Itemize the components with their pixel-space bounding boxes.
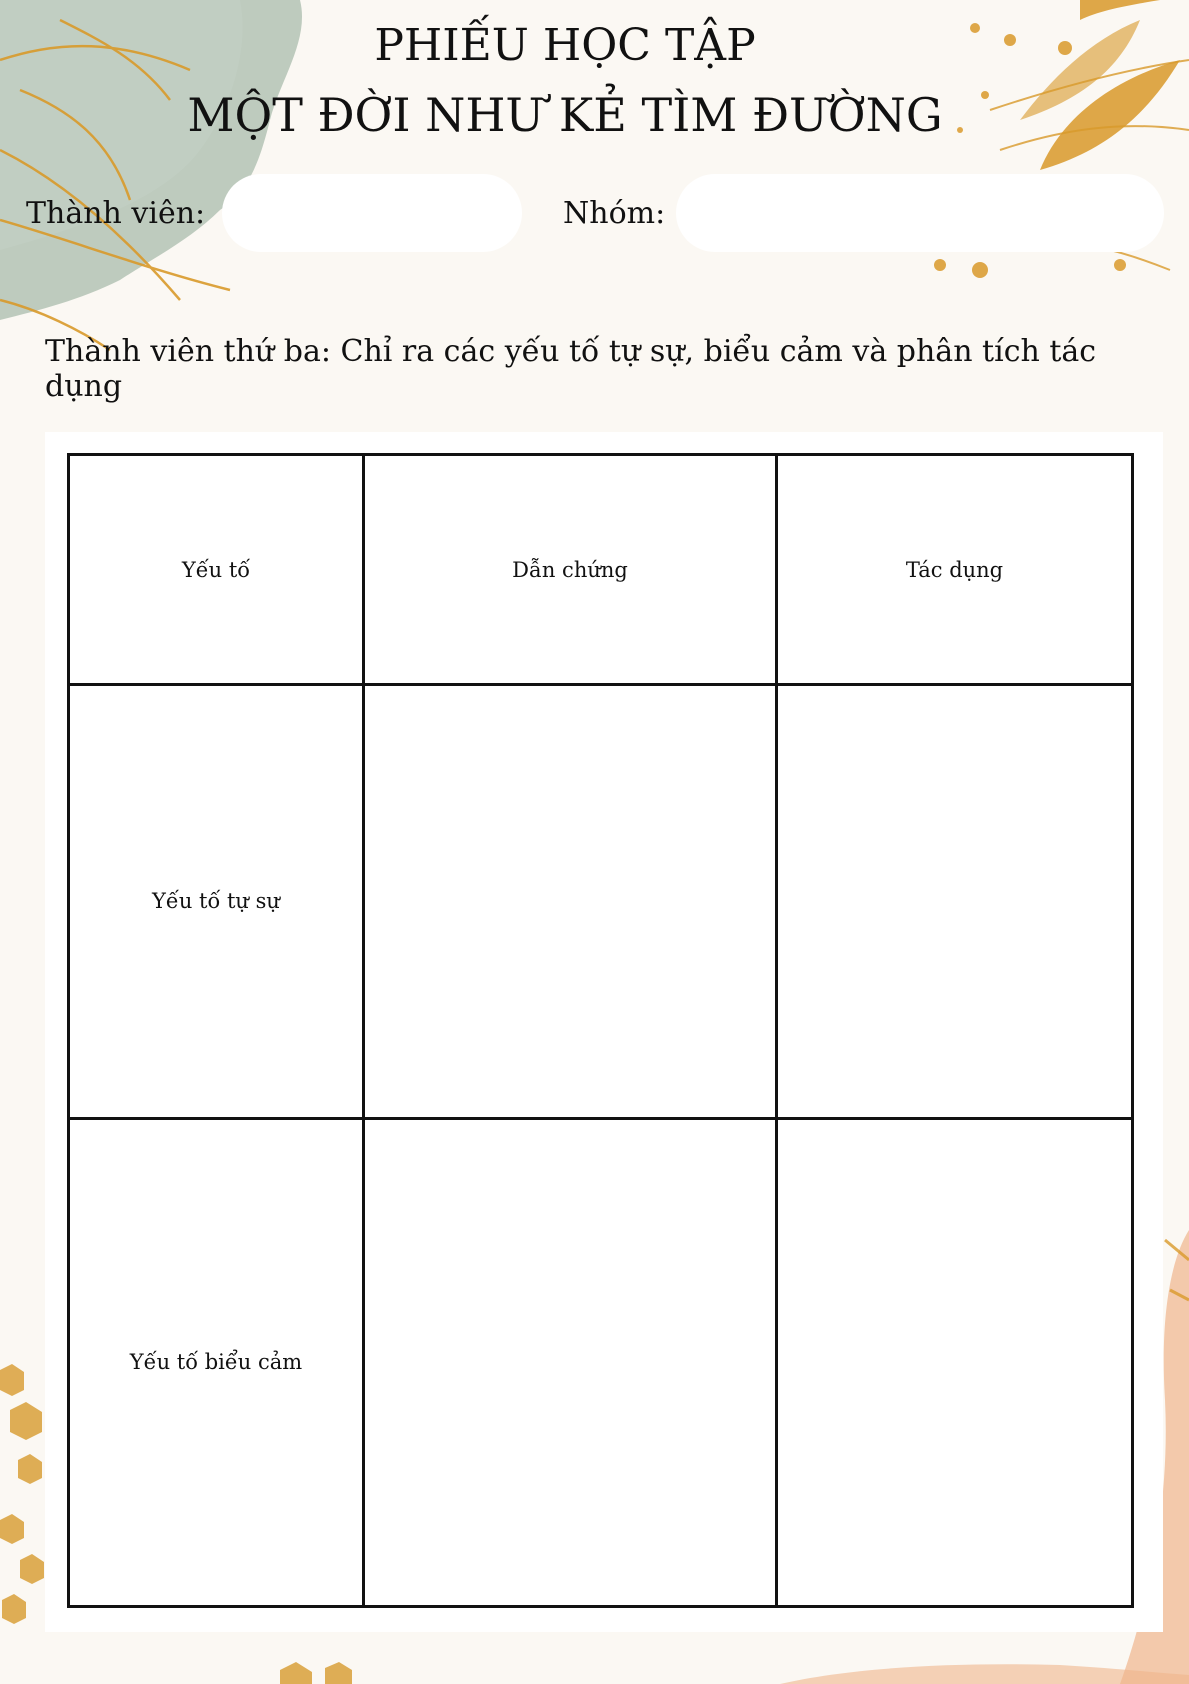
member-label: Thành viên: <box>26 196 206 231</box>
analysis-table <box>67 453 1134 1608</box>
header-cell-element: Yếu tố <box>69 455 364 685</box>
table-row <box>69 685 1133 1118</box>
group-label: Nhóm: <box>563 196 666 231</box>
row-label-narrative: Yếu tố tự sự <box>69 685 364 1118</box>
group-name-field[interactable] <box>676 174 1164 252</box>
task-instruction: Thành viên thứ ba: Chỉ ra các yếu tố tự sự, biểu cảm và phân tích tác dụng <box>45 334 1097 404</box>
header-cell-effect: Tác dụng <box>777 455 1133 685</box>
expressive-evidence-cell[interactable] <box>364 1118 777 1606</box>
narrative-evidence-cell[interactable] <box>364 685 777 1118</box>
worksheet-subtitle: MỘT ĐỜI NHƯ KẺ TÌM ĐƯỜNG <box>187 88 943 142</box>
worksheet-title: PHIẾU HỌC TẬP <box>374 20 756 71</box>
member-name-field[interactable] <box>222 174 522 252</box>
table-row <box>69 1118 1133 1606</box>
table-header-row <box>69 455 1133 685</box>
header-cell-evidence: Dẫn chứng <box>364 455 777 685</box>
expressive-effect-cell[interactable] <box>777 1118 1133 1606</box>
narrative-effect-cell[interactable] <box>777 685 1133 1118</box>
row-label-expressive: Yếu tố biểu cảm <box>69 1118 364 1606</box>
